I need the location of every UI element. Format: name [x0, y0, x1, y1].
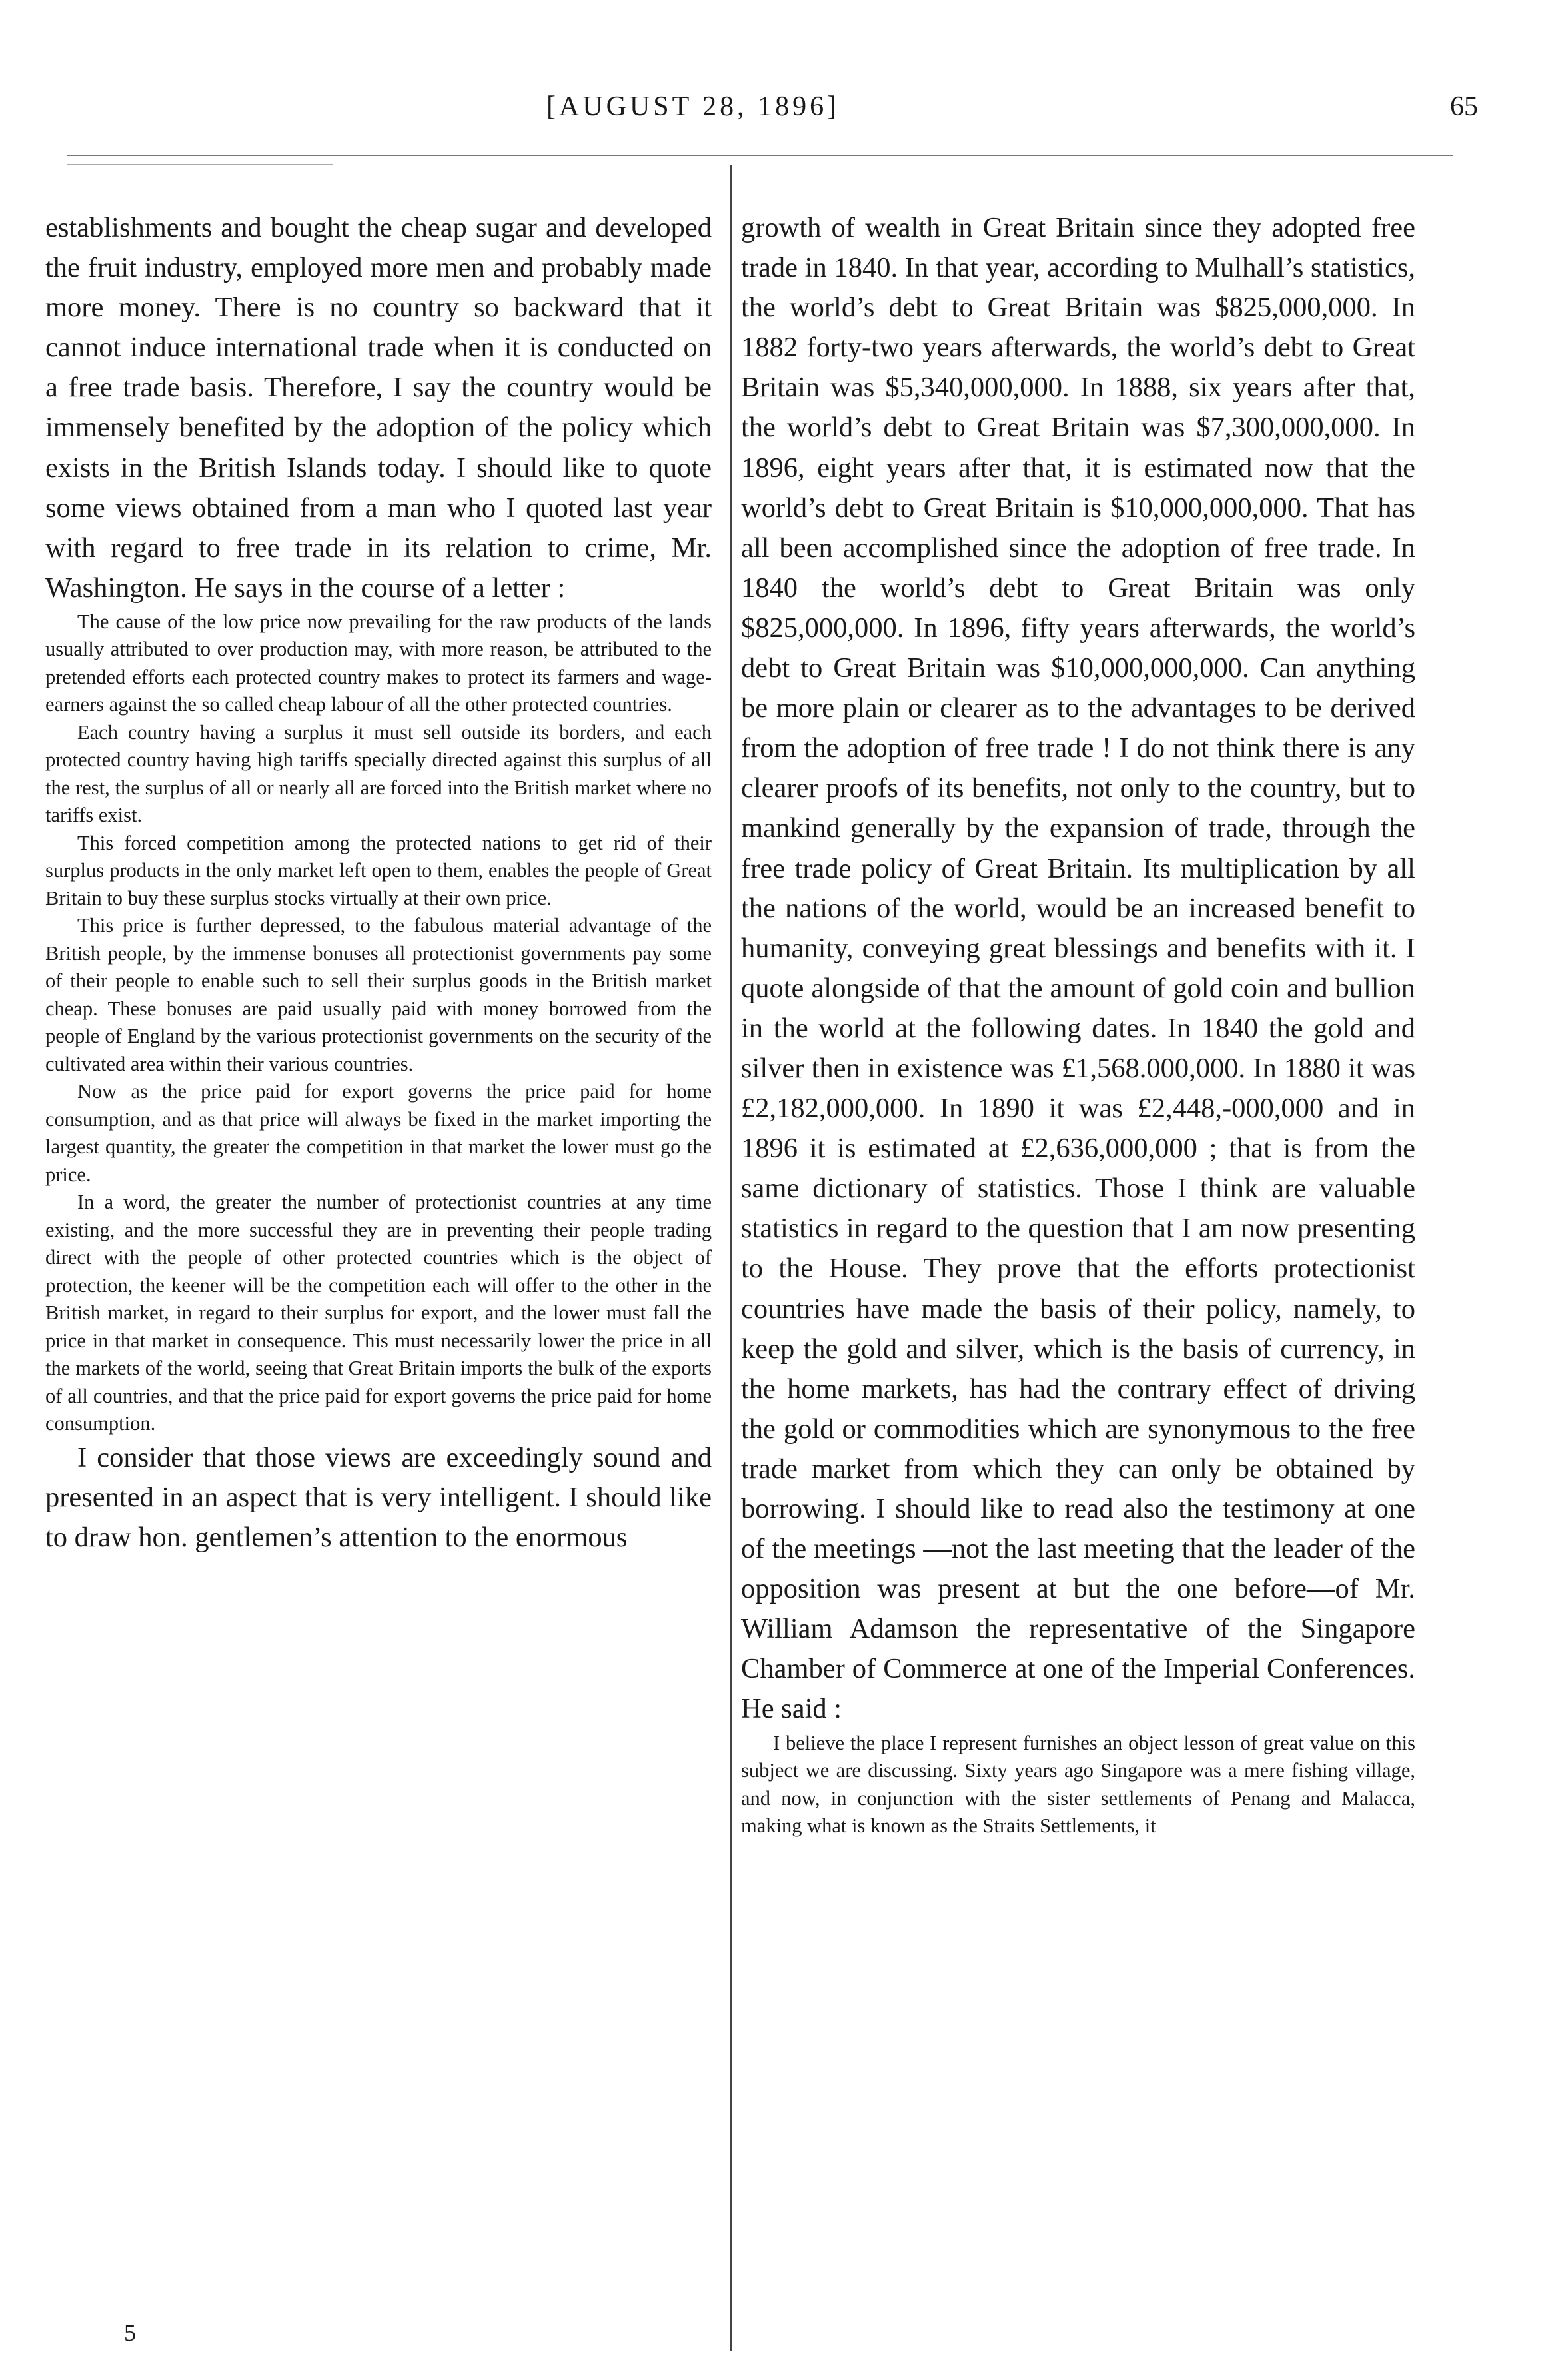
quoted-paragraph: The cause of the low price now prevailing for the raw products of the lands usually attributed to over production may, with more reason, be attributed to the pretended efforts each protected country makes to protect its farmers and wage-earners against the so called cheap labour of all the other protected countries.: [45, 610, 712, 716]
header-rule-secondary: [67, 164, 333, 165]
header-rule: [67, 155, 1453, 156]
quoted-paragraph: Now as the price paid for export governs the price paid for home consumption, and as that price will always be fixed in the market importing the largest quantity, the greater the competition in that market the lower must go the price.: [45, 1080, 712, 1186]
quoted-paragraph: I believe the place I represent furnishes an object lesson of great value on this subject we are discussing. Sixty years ago Singapore was a mere fishing village, and now, in conjunction with the sister settlements of Penang and Malacca, making what is known as the Straits Settlements, it: [741, 1731, 1415, 1838]
right-column: [741, 208, 1415, 1840]
left-column: [45, 208, 712, 1558]
body-paragraph: I consider that those views are exceedingly sound and presented in an aspect that is very intelligent. I should like to draw hon. gentlemen’s attention to the enormous: [45, 1441, 712, 1554]
quoted-paragraph: In a word, the greater the number of protectionist countries at any time existing, and the more successful they are in preventing their people trading direct with the people of other protected countries which is the object of protection, the keener will be the competition each will offer to the other in the British market, in regard to their surplus for export, and the lower must fall the price in that market in consequence. This must necessarily lower the price in all the markets of the world, seeing that Great Britain imports the bulk of the exports of all countries, and that the price paid for export governs the price paid for home consumption.: [45, 1191, 712, 1435]
signature-mark: 5: [124, 2319, 136, 2346]
issue-date: [AUGUST 28, 1896]: [546, 91, 840, 122]
page-number: 65: [1450, 91, 1478, 122]
page-header: [0, 91, 1542, 144]
quoted-paragraph: Each country having a surplus it must sell outside its borders, and each protected country having high tariffs specially directed against this surplus of all the rest, the surplus of all or nearly all are forced into the British market where no tariffs exist.: [45, 720, 712, 827]
quoted-paragraph: This price is further depressed, to the fabulous material advantage of the British people, by the immense bonuses all protectionist governments pay some of their people to enable such to sell their surplus goods in the British market cheap. These bonuses are paid usually paid with money borrowed from the people of England by the various protectionist governments on the security of the cultivated area within their various countries.: [45, 914, 712, 1075]
body-paragraph: establishments and bought the cheap sugar and developed the fruit industry, employed more men and probably made more money. There is no country so backward that it cannot induce international trade when it is conducted on a free trade basis. Therefore, I say the country would be immensely benefited by the adoption of the policy which exists in the British Islands today. I should like to quote some views obtained from a man who I quoted last year with regard to free trade in its relation to crime, Mr. Washington. He says in the course of a letter :: [45, 212, 712, 604]
column-divider: [730, 165, 732, 2351]
quoted-paragraph: This forced competition among the protected nations to get rid of their surplus products in the only market left open to them, enables the people of Great Britain to buy these surplus stocks virtually at their own price.: [45, 831, 712, 909]
body-paragraph: growth of wealth in Great Britain since they adopted free trade in 1840. In that year, according to Mulhall’s statistics, the world’s debt to Great Britain was $825,000,000. In 1882 forty-two years afterwards, the world’s debt to Great Britain was $5,340,000,000. In 1888, six years after that, the world’s debt to Great Britain was $7,300,000,000. In 1896, eight years after that, it is estimated now that the world’s debt to Great Britain is $10,000,000,000. That has all been accomplished since the adoption of free trade. In 1840 the world’s debt to Great Britain was only $825,000,000. In 1896, fifty years afterwards, the world’s debt to Great Britain was $10,000,000,000. Can anything be more plain or clearer as to the advantages to be derived from the adoption of free trade ! I do not think there is any clearer proofs of its benefits, not only to the country, but to mankind generally by the expansion of trade, through the free trade policy of Great Britain. Its multiplication by all the nations of the world, would be an increased benefit to humanity, conveying great blessings and benefits with it. I quote alongside of that the amount of gold coin and bullion in the world at the following dates. In 1840 the gold and silver then in existence was £1,568.000,000. In 1880 it was £2,182,000,000. In 1890 it was £2,448,-000,000 and in 1896 it is estimated at £2,636,000,000 ; that is from the same dictionary of statistics. Those I think are valuable statistics in regard to the question that I am now presenting to the House. They prove that the efforts protectionist countries have made the basis of their policy, namely, to keep the gold and silver, which is the basis of currency, in the home markets, has had the contrary effect of driving the gold or commodities which are synonymous to the free trade market from which they can only be obtained by borrowing. I should like to read also the testimony at one of the meetings —not the last meeting that the leader of the opposition was present at but the one before—of Mr. William Adamson the representative of the Singapore Chamber of Commerce at one of the Imperial Conferences. He said :: [741, 212, 1415, 1725]
